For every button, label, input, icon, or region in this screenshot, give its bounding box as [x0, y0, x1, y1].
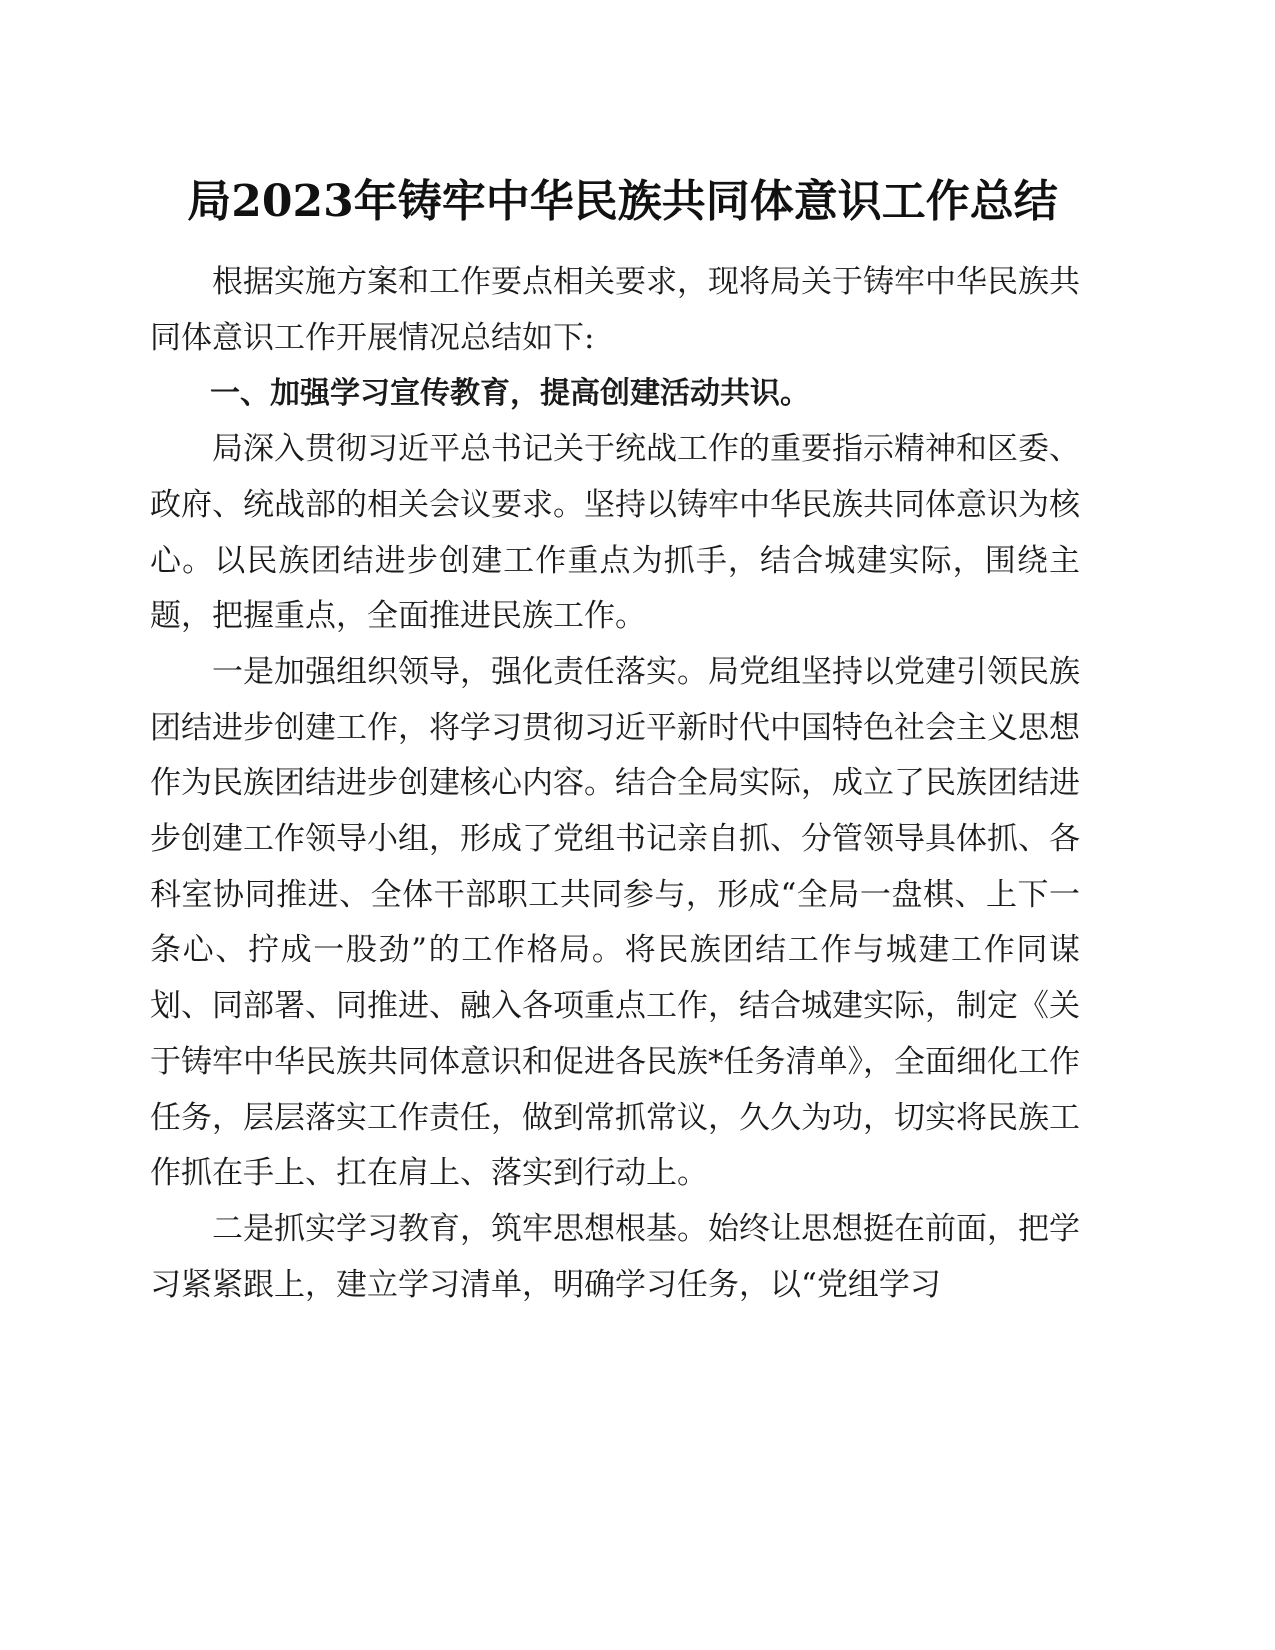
document-title: 局2023年铸牢中华民族共同体意识工作总结 — [187, 176, 1058, 227]
body-paragraph-2: 一是加强组织领导，强化责任落实。局党组坚持以党建引领民族团结进步创建工作，将学习贯彻习近平新时代中国特色社会主义思想作为民族团结进步创建核心内容。结合全局实际，成立了民族团结进步创建工作领导小组，形成了党组书记亲自抓、分管领导具体抓、各科室协同推进、全体干部职工共同参与，形成“全局一盘棋、上下一条心、拧成一股劲”的工作格局。将民族团结工作与城建工作同谋划、同部署、同推进、融入各项重点工作，结合城建实际，制定《关于铸牢中华民族共同体意识和促进各民族*任务清单》，全面细化工作任务，层层落实工作责任，做到常抓常议，久久为功，切实将民族工作抓在手上、扛在肩上、落实到行动上。 — [150, 653, 1080, 1192]
body-paragraph-1: 局深入贯彻习近平总书记关于统战工作的重要指示精神和区委、政府、统战部的相关会议要求。坚持以铸牢中华民族共同体意识为核心。以民族团结进步创建工作重点为抓手，结合城建实际，围绕主题，把握重点，全面推进民族工作。 — [150, 431, 1080, 635]
intro-paragraph: 根据实施方案和工作要点相关要求，现将局关于铸牢中华民族共同体意识工作开展情况总结如下: — [150, 264, 1080, 356]
document-body — [150, 255, 1080, 1313]
section-heading-1: 一、加强学习宣传教育，提高创建活动共识。 — [210, 376, 810, 412]
body-paragraph-3: 二是抓实学习教育，筑牢思想根基。始终让思想挺在前面，把学习紧紧跟上，建立学习清单，明确学习任务，以“党组学习 — [150, 1210, 1080, 1303]
